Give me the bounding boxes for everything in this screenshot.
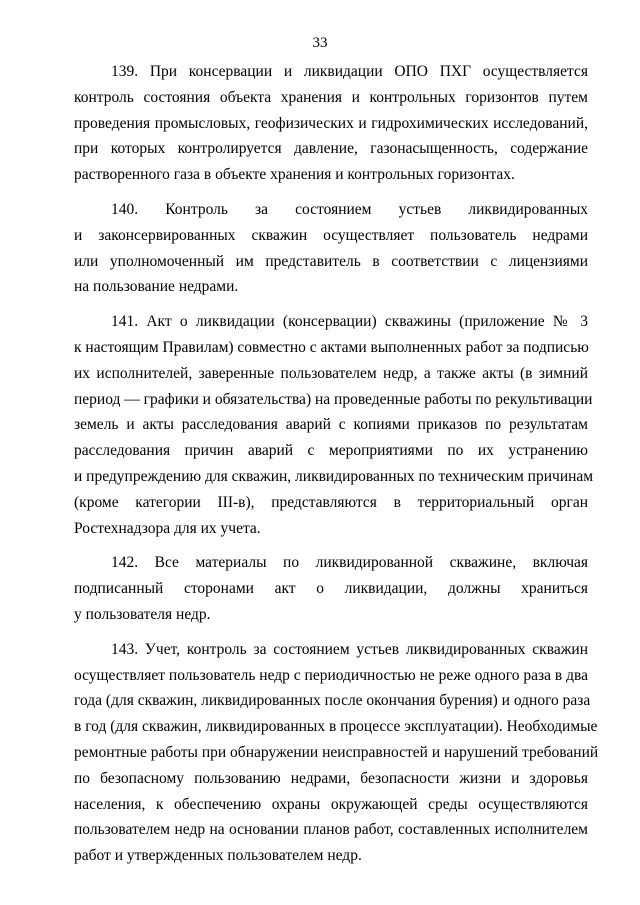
- text-line: 140. Контроль за состоянием устьев ликвидированных: [111, 200, 588, 218]
- text-line: ремонтные работы при обнаружении неисправностей и нарушений требований: [74, 743, 599, 761]
- text-line: 139. При консервации и ликвидации ОПО ПХГ осуществляется: [111, 63, 588, 80]
- text-line: в год (для скважин, ликвидированных в процессе эксплуатации). Необходимые: [74, 718, 598, 736]
- text-line: к настоящим Правилам) совместно с актами выполненных работ за подписью: [74, 338, 589, 356]
- text-line: 143. Учет, контроль за состоянием устьев ликвидированных скважин: [111, 640, 588, 658]
- text-line: при которых контролируется давление, газонасыщенность, содержание: [74, 140, 588, 158]
- text-line: 142. Все материалы по ликвидированной скважине, включая: [111, 554, 588, 572]
- paragraph-140: [74, 197, 588, 300]
- text-line: работ и утвержденных пользователем недр.: [74, 847, 362, 865]
- paragraph-139: [74, 59, 588, 188]
- text-line: расследования причин аварий с мероприятиями по их устранению: [74, 442, 588, 460]
- paragraph-141: [74, 309, 594, 541]
- text-line: земель и акты расследования аварий с копиями приказов по результатам: [74, 416, 588, 434]
- text-line: растворенного газа в объекте хранения и контрольных горизонтах.: [74, 166, 515, 184]
- document-body: [74, 59, 599, 878]
- text-line: на пользование недрами.: [74, 278, 239, 296]
- paragraph-142: [74, 550, 588, 627]
- text-line: их исполнителей, заверенные пользователем недр, а также акты (в зимний: [74, 364, 588, 382]
- text-line: осуществляет пользователь недр с периодичностью не реже одного раза в два: [74, 666, 588, 684]
- text-line: (кроме категории III-в), представляются в территориальный орган: [74, 493, 588, 511]
- text-line: по безопасному пользованию недрами, безопасности жизни и здоровья: [74, 769, 588, 787]
- text-line: и законсервированных скважин осуществляет пользователь недрами: [74, 226, 588, 244]
- text-line: населения, к обеспечению охраны окружающей среды осуществляются: [74, 795, 588, 813]
- text-line: у пользователя недр.: [74, 605, 211, 623]
- text-line: 141. Акт о ликвидации (консервации) скважины (приложение № 3: [111, 313, 588, 331]
- text-line: Ростехнадзора для их учета.: [74, 519, 261, 537]
- page-number: 33: [312, 35, 328, 51]
- text-line: года (для скважин, ликвидированных после окончания бурения) и одного раза: [74, 692, 591, 710]
- paragraph-143: [74, 637, 599, 869]
- text-line: подписанный сторонами акт о ликвидации, должны храниться: [74, 580, 588, 598]
- text-line: период — графики и обязательства) на проведенные работы по рекультивации: [74, 390, 593, 408]
- text-line: контроль состояния объекта хранения и контрольных горизонтов путем: [74, 88, 588, 106]
- text-line: или уполномоченный им представитель в соответствии с лицензиями: [74, 252, 588, 270]
- text-line: проведения промысловых, геофизических и гидрохимических исследований,: [74, 114, 588, 132]
- text-line: пользователем недр на основании планов работ, составленных исполнителем: [74, 821, 588, 839]
- text-line: и предупреждению для скважин, ликвидированных по техническим причинам: [74, 467, 594, 485]
